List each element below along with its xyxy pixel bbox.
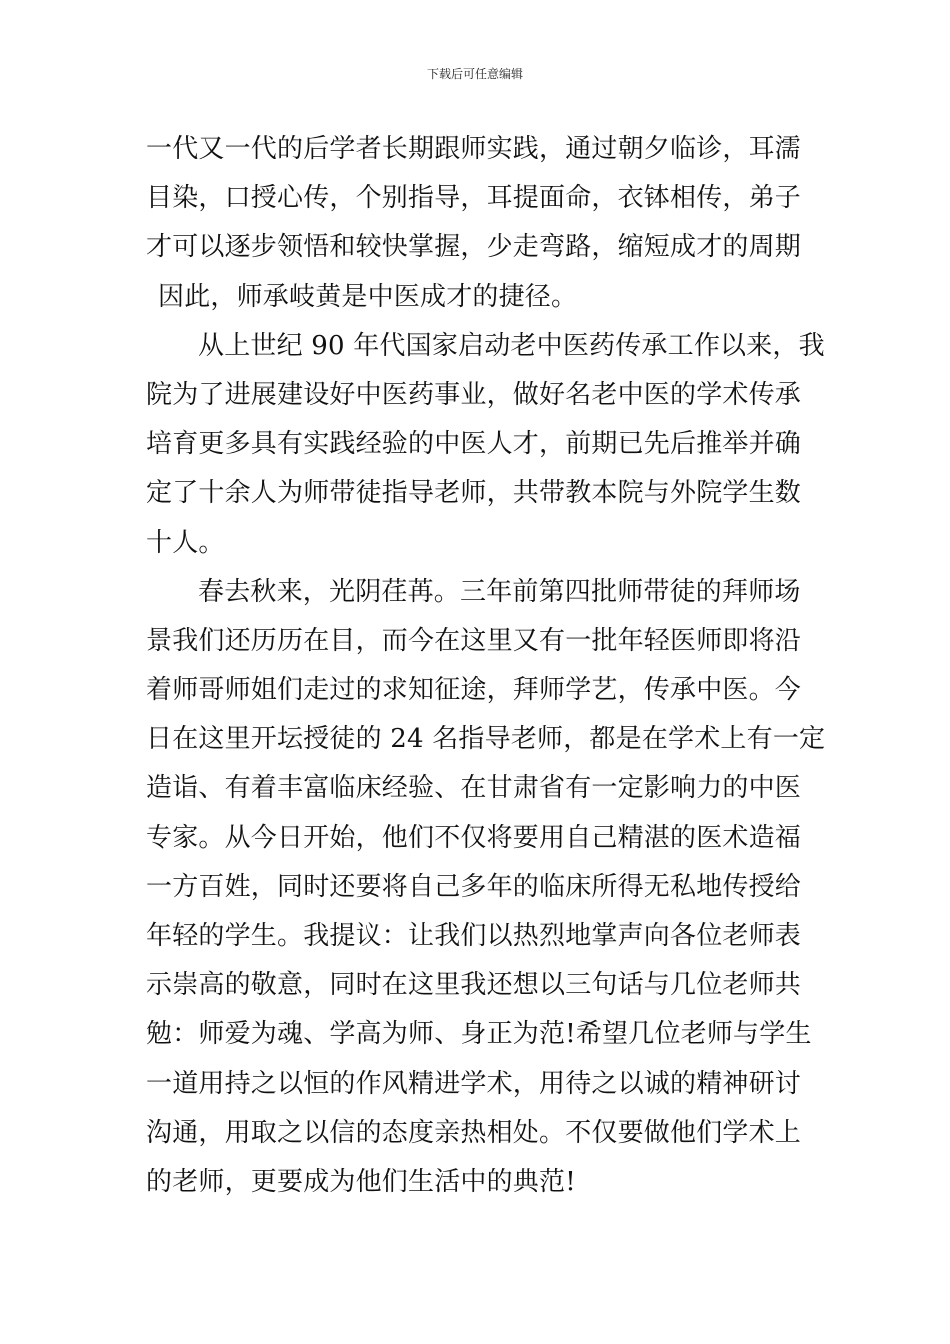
text-line: 勉：师爱为魂、学高为师、身正为范!希望几位老师与学生	[146, 1019, 812, 1050]
text-line: 日在这里开坛授徒的 24 名指导老师，都是在学术上有一定	[146, 724, 826, 755]
text-line: 专家。从今日开始，他们不仅将要用自己精湛的医术造福	[146, 822, 802, 853]
text-line: 造诣、有着丰富临床经验、在甘肃省有一定影响力的中医	[146, 773, 802, 804]
document-body	[146, 125, 826, 1207]
text-line: 着师哥师姐们走过的求知征途，拜师学艺，传承中医。今	[146, 675, 802, 706]
text-line: 一道用持之以恒的作风精进学术，用待之以诚的精神研讨	[146, 1068, 802, 1099]
text-line: 的老师，更要成为他们生活中的典范!	[146, 1166, 576, 1197]
page-header-note: 下载后可任意编辑	[426, 67, 523, 81]
text-line: 因此，师承岐黄是中医成才的捷径。	[158, 281, 578, 312]
text-line: 年轻的学生。我提议：让我们以热烈地掌声向各位老师表	[146, 921, 802, 951]
text-line: 沟通，用取之以信的态度亲热相处。不仅要做他们学术上	[146, 1117, 802, 1148]
text-line: 一方百姓，同时还要将自己多年的临床所得无私地传授给	[146, 871, 802, 902]
text-line: 培育更多具有实践经验的中医人才，前期已先后推举并确	[146, 429, 802, 460]
text-line: 景我们还历历在目，而今在这里又有一批年轻医师即将沿	[146, 625, 802, 656]
text-line: 十人。	[146, 527, 225, 558]
paragraph-first-line: 春去秋来，光阴荏苒。三年前第四批师带徒的拜师场	[198, 576, 801, 607]
text-line: 定了十余人为师带徒指导老师，共带教本院与外院学生数	[146, 478, 802, 509]
text-line: 目染，口授心传，个别指导，耳提面命，衣钵相传，弟子	[146, 183, 802, 214]
text-line: 院为了进展建设好中医药事业，做好名老中医的学术传承	[146, 379, 802, 410]
paragraph-first-line: 从上世纪 90 年代国家启动老中医药传承工作以来，我	[198, 330, 825, 361]
text-line: 示崇高的敬意，同时在这里我还想以三句话与几位老师共	[146, 970, 802, 1001]
text-line: 一代又一代的后学者长期跟师实践，通过朝夕临诊，耳濡	[146, 134, 802, 164]
text-line: 才可以逐步领悟和较快掌握，少走弯路，缩短成才的周期	[146, 232, 802, 263]
